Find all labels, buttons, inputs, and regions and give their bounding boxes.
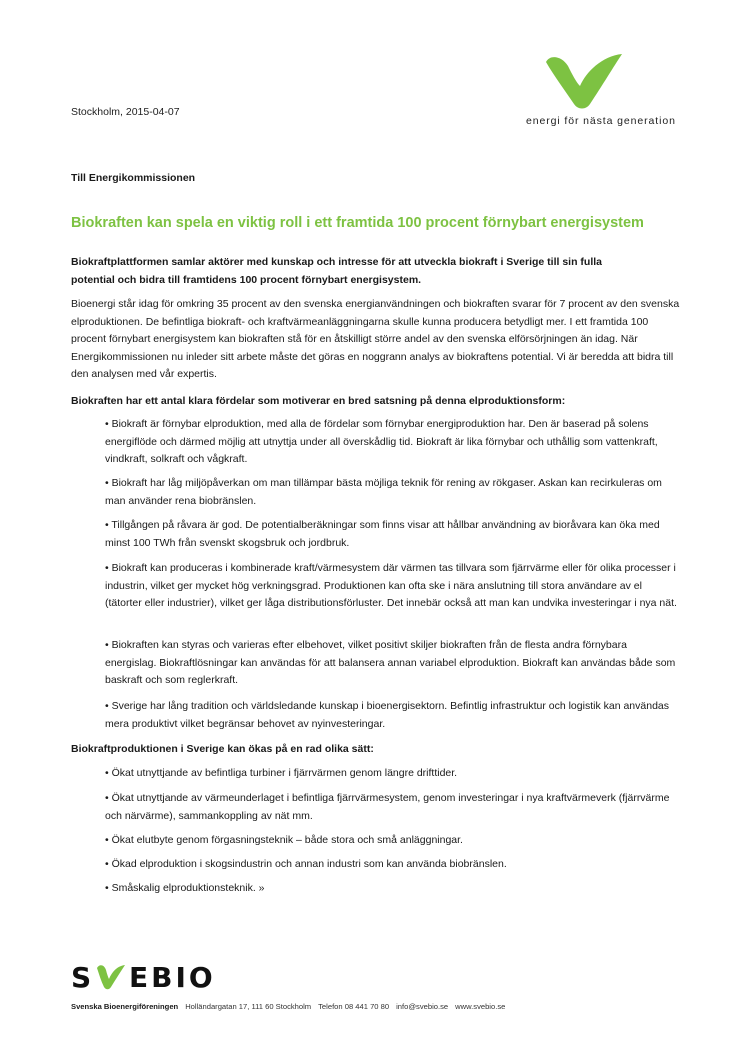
footer-organization: Svenska Bioenergiföreningen	[71, 1002, 179, 1011]
list-item: • Ökat utnyttjande av värmeunderlaget i befintliga fjärrvärmesystem, genom investeringar i nya kraftvärmeverk (fjärrvärme och närvärme), sammankoppling av nät mm.	[105, 792, 670, 822]
list-item: • Ökat utnyttjande av befintliga turbiner i fjärrvärmen genom längre drifttider.	[105, 767, 458, 779]
list-item: • Småskalig elproduktionsteknik. »	[105, 882, 265, 894]
footer-contact	[71, 1002, 505, 1011]
headline: Biokraften kan spela en viktig roll i ett framtida 100 procent förnybart energisystem	[71, 215, 644, 231]
footer-website[interactable]: www.svebio.se	[455, 1002, 506, 1011]
section2-heading: Biokraftproduktionen i Sverige kan ökas på en rad olika sätt:	[71, 743, 374, 755]
intro-paragraph: Bioenergi står idag för omkring 35 procent av den svenska energianvändningen och biokraften svarar för 7 procent av den svenska elproduktionen. De befintliga biokraft- och kraftvärmeanläggningarna skulle kunna producera betydligt mer. I ett framtida 100 procent förnybart energisystem kan biokraften stå för en åtskilligt större andel av den svenska elförsörjningen än idag. När Energikommissionen nu inleder sitt arbete måste det göras en noggrann analys av biokraftens potential. Vi är beredda att bidra till den analysen med vår expertis.	[71, 298, 680, 380]
list-item: • Tillgången på råvara är god. De potentialberäkningar som finns visar att hållbar användning av bioråvara kan öka med minst 100 TWh från svenskt skogsbruk och jordbruk.	[105, 519, 660, 549]
svg-text:S: S	[71, 962, 95, 990]
recipient: Till Energikommissionen	[71, 172, 196, 184]
section1-heading: Biokraften har ett antal klara fördelar som motiverar en bred satsning på denna elproduktionsform:	[71, 395, 566, 407]
lead-paragraph: Biokraftplattformen samlar aktörer med kunskap och intresse för att utveckla biokraft i Sverige till sin fulla potential och bidra till framtidens 100 procent förnybart energisystem.	[71, 256, 602, 286]
list-item: • Ökad elproduktion i skogsindustrin och annan industri som kan använda biobränslen.	[105, 858, 507, 870]
logo-tagline: energi för nästa generation	[526, 115, 676, 127]
footer-email[interactable]: info@svebio.se	[396, 1002, 449, 1011]
list-item: • Biokraft kan produceras i kombinerade kraft/värmesystem där värmen tas tillvara som fjärrvärme eller för olika processer i industrin, vilket ger mycket hög verkningsgrad. Produktionen kan ofta ske i nära anslutning till stora användare av el (tätorter eller industrier), vilket ger låga distributionsförluster. Det innebär också att man kan undvika investeringar i nya nät.	[105, 562, 677, 609]
svg-text:EBIO: EBIO	[129, 962, 216, 990]
list-item: • Biokraft har låg miljöpåverkan om man tillämpar bästa möjliga teknik för rening av rökgaser. Askan kan recirkuleras om man använder rena biobränslen.	[105, 477, 662, 507]
list-item: • Sverige har lång tradition och världsledande kunskap i bioenergisektorn. Befintlig infrastruktur och logistik kan användas mera produktivt vilket begränsar behovet av nyinvesteringar.	[105, 700, 669, 730]
svebio-wordmark-logo	[71, 962, 249, 990]
svebio-leaf-logo-icon	[540, 52, 624, 110]
list-item: • Biokraften kan styras och varieras efter elbehovet, vilket positivt skiljer biokraften från de flesta andra förnybara energislag. Biokraftlösningar kan användas för att balansera annan variabel elproduktion. Biokraft kan användas både som baskraft och som reglerkraft.	[105, 639, 676, 686]
footer-address: Holländargatan 17, 111 60 Stockholm	[185, 1002, 312, 1011]
footer-phone: Telefon 08 441 70 80	[318, 1002, 390, 1011]
list-item: • Ökat elutbyte genom förgasningsteknik – både stora och små anläggningar.	[105, 834, 463, 846]
list-item: • Biokraft är förnybar elproduktion, med alla de fördelar som förnybar energiproduktion har. Den är baserad på solens energiflöde och därmed möjlig att utnyttja under all överskådlig tid. Biokraft är lika förnybar och uthållig som vattenkraft, vindkraft, solkraft och vågkraft.	[105, 418, 658, 465]
letter-date: Stockholm, 2015-04-07	[71, 106, 180, 118]
